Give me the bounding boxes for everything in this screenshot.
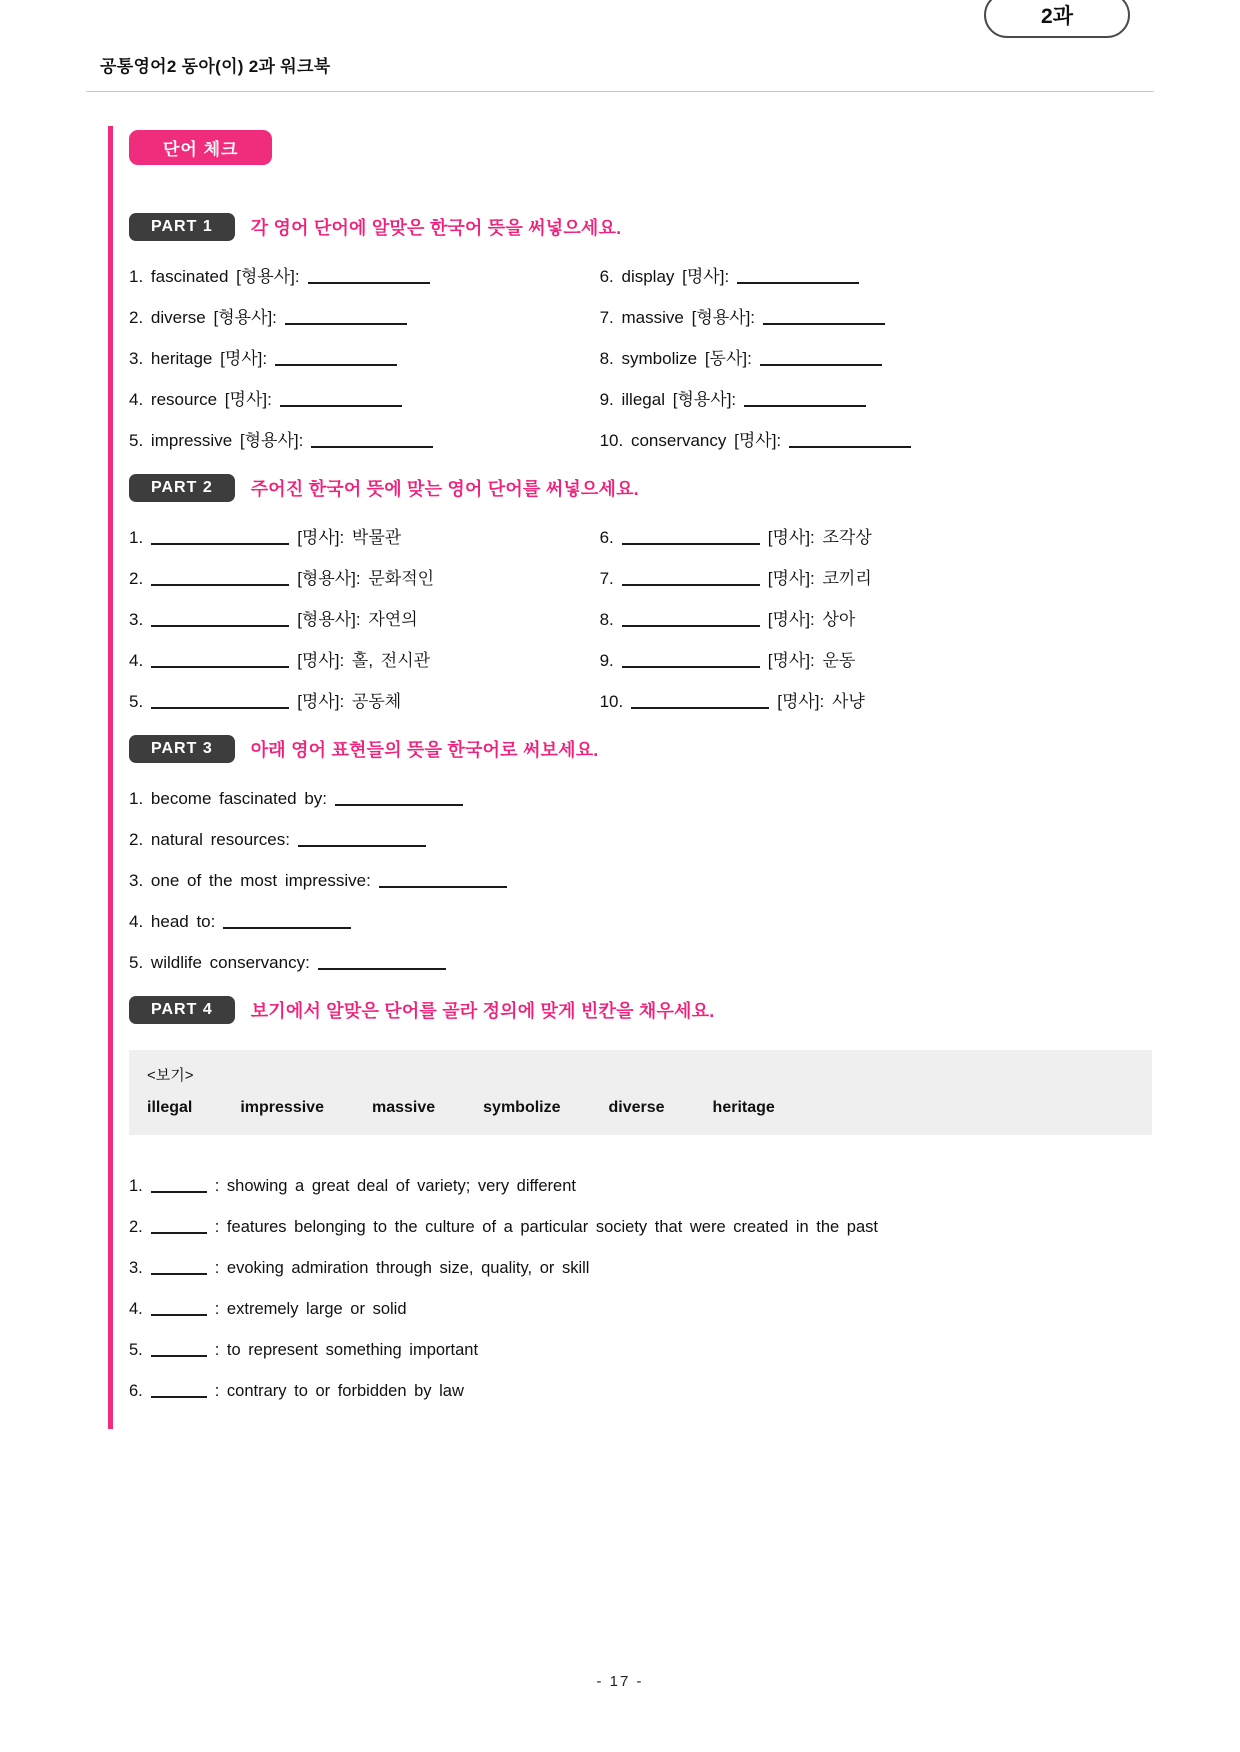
item-number: 6. (129, 1382, 143, 1400)
part-of-speech: [형용사]: (672, 390, 737, 409)
part1-item-6 (600, 267, 1152, 286)
answer-blank (622, 617, 760, 627)
korean-meaning: [형용사]: 문화적인 (297, 569, 435, 588)
answer-blank (308, 274, 430, 284)
answer-blank (285, 315, 407, 325)
answer-blank (151, 1306, 207, 1316)
vocab-word: massive (621, 308, 684, 327)
item-number: 8. (599, 610, 614, 629)
english-phrase: wildlife conservancy: (150, 953, 310, 972)
part-of-speech: [명사]: (734, 431, 782, 450)
part2-item-5 (129, 692, 600, 711)
answer-blank (737, 274, 859, 284)
word-bank-label: <보기> (147, 1067, 194, 1084)
vocab-word: symbolize (621, 349, 698, 368)
answer-blank (151, 1265, 207, 1275)
vocab-word: fascinated (150, 267, 229, 286)
part2-items (129, 528, 1152, 711)
item-number: 3. (129, 1259, 143, 1277)
item-number: 7. (599, 569, 614, 588)
vocab-word: diverse (150, 308, 206, 327)
korean-meaning: [명사]: 코끼리 (767, 569, 872, 588)
item-number: 2. (129, 569, 144, 588)
part1-item-5 (129, 431, 600, 450)
definition-text: : extremely large or solid (214, 1300, 407, 1318)
part2-item-6 (600, 528, 1152, 547)
part2-item-4 (129, 651, 600, 670)
part1-item-1 (129, 267, 600, 286)
item-number: 2. (129, 308, 144, 327)
page-header (86, 0, 1154, 92)
word-bank-word: impressive (240, 1099, 324, 1116)
part-of-speech: [형용사]: (213, 308, 277, 327)
item-number: 3. (129, 871, 144, 890)
item-number: 1. (129, 1177, 143, 1195)
part3-item-4 (129, 912, 1152, 931)
part3-items (129, 789, 1152, 972)
item-number: 4. (129, 651, 144, 670)
answer-blank (151, 1388, 207, 1398)
item-number: 4. (129, 912, 144, 931)
answer-blank (318, 960, 446, 970)
word-bank-word: diverse (608, 1099, 665, 1116)
answer-blank (763, 315, 885, 325)
vocab-word: resource (150, 390, 218, 409)
item-number: 8. (599, 349, 614, 368)
korean-meaning: [명사]: 운동 (767, 651, 856, 670)
answer-blank (223, 919, 351, 929)
page-number: - 17 - (596, 1673, 644, 1690)
word-bank-word: illegal (147, 1099, 193, 1116)
answer-blank (151, 699, 289, 709)
part4-item-4 (129, 1300, 1152, 1319)
part4-item-6 (129, 1382, 1152, 1401)
korean-meaning: [명사]: 사냥 (777, 692, 865, 711)
answer-blank (631, 699, 769, 709)
korean-meaning: [명사]: 조각상 (767, 528, 872, 547)
item-number: 10. (599, 692, 624, 711)
part-of-speech: [명사]: (220, 349, 268, 368)
part-of-speech: [명사]: (224, 390, 272, 409)
answer-blank (760, 356, 882, 366)
part4-item-3 (129, 1259, 1152, 1278)
item-number: 2. (129, 1218, 143, 1236)
item-number: 1. (129, 789, 144, 808)
answer-blank (275, 356, 397, 366)
part1-item-2 (129, 308, 600, 327)
part2-instruction: 주어진 한국어 뜻에 맞는 영어 단어를 써넣으세요. (250, 479, 639, 499)
part3-item-5 (129, 953, 1152, 972)
item-number: 1. (129, 528, 144, 547)
part-of-speech: [형용사]: (239, 431, 304, 450)
item-number: 1. (129, 267, 144, 286)
answer-blank (151, 1347, 207, 1357)
answer-blank (744, 397, 866, 407)
part1-item-7 (600, 308, 1152, 327)
part-of-speech: [동사]: (704, 349, 752, 368)
part4-badge: PART 4 (129, 996, 235, 1024)
answer-blank (151, 535, 289, 545)
item-number: 4. (129, 1300, 143, 1318)
part1-item-3 (129, 349, 600, 368)
vocab-word: display (621, 267, 675, 286)
part2-item-9 (600, 651, 1152, 670)
answer-blank (789, 438, 911, 448)
item-number: 6. (599, 267, 614, 286)
answer-blank (622, 535, 760, 545)
korean-meaning: [명사]: 공동체 (297, 692, 402, 711)
item-number: 9. (599, 390, 614, 409)
part3-badge: PART 3 (129, 735, 235, 763)
answer-blank (280, 397, 402, 407)
definition-text: : contrary to or forbidden by law (214, 1382, 464, 1400)
answer-blank (379, 878, 507, 888)
word-bank-box (129, 1050, 1152, 1135)
part1-item-8 (600, 349, 1152, 368)
item-number: 6. (599, 528, 614, 547)
word-bank-word: symbolize (483, 1099, 561, 1116)
english-phrase: head to: (150, 912, 216, 931)
item-number: 7. (599, 308, 614, 327)
part1-badge: PART 1 (129, 213, 235, 241)
section-badge-word-check: 단어 체크 (129, 130, 272, 165)
vocab-word: heritage (150, 349, 213, 368)
part1-instruction: 각 영어 단어에 알맞은 한국어 뜻을 써넣으세요. (250, 218, 622, 238)
item-number: 10. (599, 431, 624, 450)
part4-header (129, 996, 1152, 1024)
korean-meaning: [형용사]: 자연의 (297, 610, 418, 629)
item-number: 2. (129, 830, 144, 849)
definition-text: : evoking admiration through size, quality, or skill (214, 1259, 590, 1277)
answer-blank (151, 1224, 207, 1234)
item-number: 3. (129, 349, 144, 368)
vocab-word: conservancy (630, 431, 727, 450)
part1-item-10 (600, 431, 1152, 450)
part4-item-5 (129, 1341, 1152, 1360)
english-phrase: become fascinated by: (150, 789, 328, 808)
part3-instruction: 아래 영어 표현들의 뜻을 한국어로 써보세요. (250, 740, 599, 760)
definition-text: : showing a great deal of variety; very different (214, 1177, 576, 1195)
item-number: 5. (129, 953, 144, 972)
english-phrase: one of the most impressive: (150, 871, 371, 890)
item-number: 5. (129, 692, 144, 711)
answer-blank (298, 837, 426, 847)
korean-meaning: [명사]: 홀, 전시관 (297, 651, 431, 670)
part4-item-1 (129, 1177, 1152, 1196)
item-number: 5. (129, 431, 144, 450)
item-number: 3. (129, 610, 144, 629)
korean-meaning: [명사]: 상아 (767, 610, 856, 629)
part1-item-9 (600, 390, 1152, 409)
item-number: 5. (129, 1341, 143, 1359)
part2-header (129, 474, 1152, 502)
definition-text: : features belonging to the culture of a particular society that were created in the past (214, 1218, 878, 1236)
chapter-badge: 2과 (984, 0, 1130, 38)
part4-item-2 (129, 1218, 1152, 1237)
answer-blank (335, 796, 463, 806)
korean-meaning: [명사]: 박물관 (297, 528, 402, 547)
part2-item-2 (129, 569, 600, 588)
answer-blank (622, 576, 760, 586)
answer-blank (151, 658, 289, 668)
part4-instruction: 보기에서 알맞은 단어를 골라 정의에 맞게 빈칸을 채우세요. (250, 1001, 715, 1021)
answer-blank (622, 658, 760, 668)
part2-item-3 (129, 610, 600, 629)
part-of-speech: [명사]: (682, 267, 730, 286)
answer-blank (311, 438, 433, 448)
word-bank-word: massive (371, 1099, 436, 1116)
part3-header (129, 735, 1152, 763)
item-number: 9. (599, 651, 614, 670)
part-of-speech: [형용사]: (691, 308, 756, 327)
answer-blank (151, 576, 289, 586)
part2-item-7 (600, 569, 1152, 588)
part1-item-4 (129, 390, 600, 409)
answer-blank (151, 617, 289, 627)
vocab-word: impressive (150, 431, 233, 450)
part1-header (129, 213, 1152, 241)
part1-items (129, 267, 1152, 450)
part2-badge: PART 2 (129, 474, 235, 502)
word-bank-words (147, 1099, 1134, 1117)
english-phrase: natural resources: (150, 830, 290, 849)
vocab-word: illegal (621, 390, 665, 409)
part4-items (129, 1177, 1152, 1401)
part3-item-1 (129, 789, 1152, 808)
part2-item-8 (600, 610, 1152, 629)
part-of-speech: [형용사]: (236, 267, 300, 286)
part3-item-3 (129, 871, 1152, 890)
word-bank-word: heritage (712, 1099, 775, 1116)
answer-blank (151, 1183, 207, 1193)
worksheet-body (108, 126, 1152, 1429)
definition-text: : to represent something important (214, 1341, 479, 1359)
part2-item-1 (129, 528, 600, 547)
part3-item-2 (129, 830, 1152, 849)
part2-item-10 (600, 692, 1152, 711)
item-number: 4. (129, 390, 144, 409)
workbook-title: 공통영어2 동아(이) 2과 워크북 (100, 57, 331, 76)
